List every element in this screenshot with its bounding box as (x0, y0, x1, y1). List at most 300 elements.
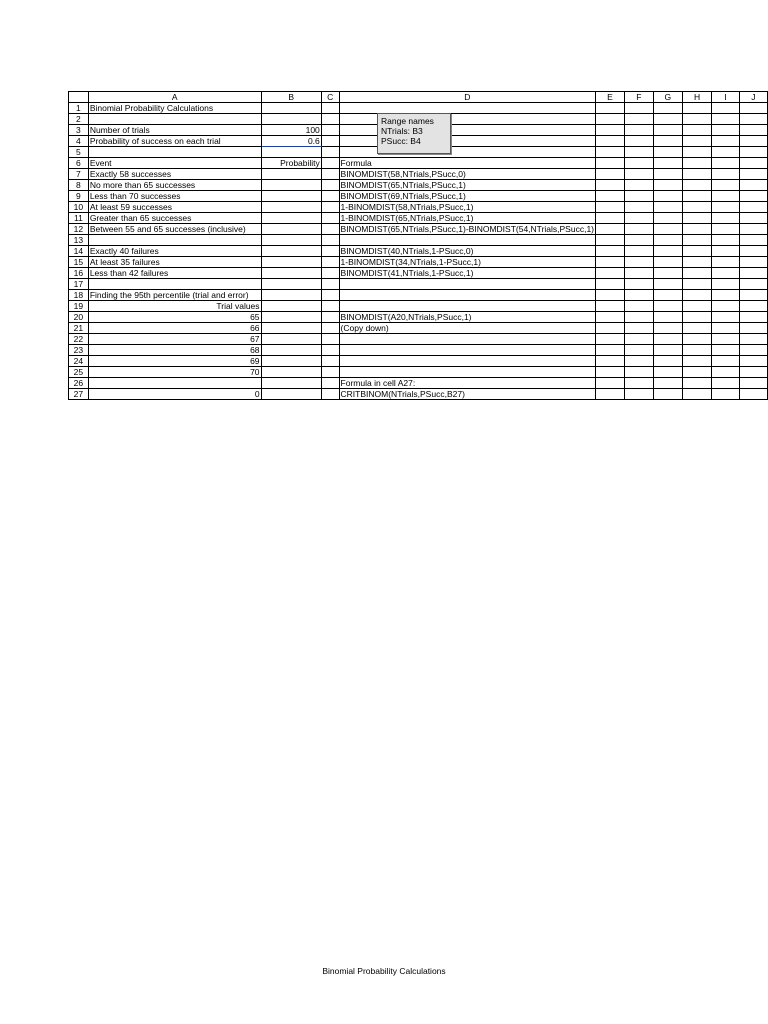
cell-c1[interactable] (321, 103, 339, 114)
cell-b1[interactable] (261, 103, 321, 114)
cell-c5[interactable] (321, 147, 339, 158)
cell-e17[interactable] (596, 279, 625, 290)
cell-b4[interactable]: 0.6 (261, 136, 321, 147)
cell-j3[interactable] (739, 125, 767, 136)
row-number[interactable]: 6 (69, 158, 89, 169)
cell-i25[interactable] (712, 367, 739, 378)
cell-j27[interactable] (739, 389, 767, 400)
cell-a12[interactable] (88, 224, 261, 235)
cell-h20[interactable] (683, 312, 712, 323)
cell-b2[interactable] (261, 114, 321, 125)
cell-j9[interactable] (739, 191, 767, 202)
row-number[interactable]: 15 (69, 257, 89, 268)
cell-i11[interactable] (712, 213, 739, 224)
cell-h21[interactable] (683, 323, 712, 334)
cell-e1[interactable] (596, 103, 625, 114)
cell-h1[interactable] (683, 103, 712, 114)
cell-h14[interactable] (683, 246, 712, 257)
row-number[interactable]: 17 (69, 279, 89, 290)
cell-i12[interactable] (712, 224, 739, 235)
cell-i13[interactable] (712, 235, 739, 246)
cell-d22[interactable] (339, 334, 595, 345)
cell-e2[interactable] (596, 114, 625, 125)
cell-c8[interactable] (321, 180, 339, 191)
cell-b20[interactable] (261, 312, 321, 323)
cell-g9[interactable] (653, 191, 682, 202)
row-number[interactable]: 23 (69, 345, 89, 356)
cell-b22[interactable] (261, 334, 321, 345)
cell-d14[interactable] (339, 246, 595, 257)
cell-i7[interactable] (712, 169, 739, 180)
cell-j16[interactable] (739, 268, 767, 279)
cell-f15[interactable] (624, 257, 653, 268)
cell-e24[interactable] (596, 356, 625, 367)
cell-f5[interactable] (624, 147, 653, 158)
cell-g26[interactable] (653, 378, 682, 389)
cell-g20[interactable] (653, 312, 682, 323)
cell-c25[interactable] (321, 367, 339, 378)
cell-f19[interactable] (624, 301, 653, 312)
cell-d17[interactable] (339, 279, 595, 290)
cell-g2[interactable] (653, 114, 682, 125)
cell-g1[interactable] (653, 103, 682, 114)
cell-e23[interactable] (596, 345, 625, 356)
row-number[interactable]: 13 (69, 235, 89, 246)
cell-f8[interactable] (624, 180, 653, 191)
cell-a23[interactable] (88, 345, 261, 356)
cell-c15[interactable] (321, 257, 339, 268)
cell-g25[interactable] (653, 367, 682, 378)
cell-a24[interactable] (88, 356, 261, 367)
cell-h3[interactable] (683, 125, 712, 136)
cell-i21[interactable] (712, 323, 739, 334)
cell-b16[interactable] (261, 268, 321, 279)
cell-b15[interactable] (261, 257, 321, 268)
cell-g24[interactable] (653, 356, 682, 367)
cell-e9[interactable] (596, 191, 625, 202)
cell-b13[interactable] (261, 235, 321, 246)
row-number[interactable]: 4 (69, 136, 89, 147)
cell-b8[interactable] (261, 180, 321, 191)
cell-h11[interactable] (683, 213, 712, 224)
cell-c26[interactable] (321, 378, 339, 389)
cell-d7[interactable] (339, 169, 595, 180)
cell-c2[interactable] (321, 114, 339, 125)
cell-e5[interactable] (596, 147, 625, 158)
cell-i3[interactable] (712, 125, 739, 136)
column-header-a[interactable]: A (88, 92, 261, 103)
cell-c20[interactable] (321, 312, 339, 323)
cell-a1[interactable] (88, 103, 261, 114)
cell-f18[interactable] (624, 290, 653, 301)
row-number[interactable]: 9 (69, 191, 89, 202)
cell-j21[interactable] (739, 323, 767, 334)
cell-d11[interactable] (339, 213, 595, 224)
cell-f22[interactable] (624, 334, 653, 345)
cell-g6[interactable] (653, 158, 682, 169)
cell-i9[interactable] (712, 191, 739, 202)
row-number[interactable]: 3 (69, 125, 89, 136)
cell-a20[interactable] (88, 312, 261, 323)
cell-f26[interactable] (624, 378, 653, 389)
cell-f10[interactable] (624, 202, 653, 213)
cell-e19[interactable] (596, 301, 625, 312)
cell-h7[interactable] (683, 169, 712, 180)
row-number[interactable]: 8 (69, 180, 89, 191)
cell-f20[interactable] (624, 312, 653, 323)
cell-a18[interactable] (88, 290, 261, 301)
cell-b24[interactable] (261, 356, 321, 367)
cell-e3[interactable] (596, 125, 625, 136)
cell-h5[interactable] (683, 147, 712, 158)
cell-j13[interactable] (739, 235, 767, 246)
cell-j15[interactable] (739, 257, 767, 268)
cell-j18[interactable] (739, 290, 767, 301)
cell-c22[interactable] (321, 334, 339, 345)
cell-i27[interactable] (712, 389, 739, 400)
cell-f21[interactable] (624, 323, 653, 334)
cell-e10[interactable] (596, 202, 625, 213)
row-number[interactable]: 1 (69, 103, 89, 114)
cell-e11[interactable] (596, 213, 625, 224)
cell-a16[interactable] (88, 268, 261, 279)
column-header-c[interactable]: C (321, 92, 339, 103)
cell-c19[interactable] (321, 301, 339, 312)
column-header-j[interactable]: J (739, 92, 767, 103)
cell-e21[interactable] (596, 323, 625, 334)
row-number[interactable]: 18 (69, 290, 89, 301)
cell-g14[interactable] (653, 246, 682, 257)
cell-d10[interactable] (339, 202, 595, 213)
row-number[interactable]: 22 (69, 334, 89, 345)
cell-h4[interactable] (683, 136, 712, 147)
cell-b23[interactable] (261, 345, 321, 356)
cell-e18[interactable] (596, 290, 625, 301)
cell-b3[interactable]: 100 (261, 125, 321, 136)
cell-a4[interactable] (88, 136, 261, 147)
cell-j22[interactable] (739, 334, 767, 345)
cell-g23[interactable] (653, 345, 682, 356)
cell-c6[interactable] (321, 158, 339, 169)
cell-i15[interactable] (712, 257, 739, 268)
cell-g3[interactable] (653, 125, 682, 136)
column-header-b[interactable]: B (261, 92, 321, 103)
cell-g21[interactable] (653, 323, 682, 334)
cell-h8[interactable] (683, 180, 712, 191)
cell-f12[interactable] (624, 224, 653, 235)
cell-a7[interactable] (88, 169, 261, 180)
cell-c11[interactable] (321, 213, 339, 224)
cell-d27[interactable] (339, 389, 595, 400)
cell-a2[interactable] (88, 114, 261, 125)
cell-d9[interactable] (339, 191, 595, 202)
cell-h6[interactable] (683, 158, 712, 169)
cell-e16[interactable] (596, 268, 625, 279)
cell-g12[interactable] (653, 224, 682, 235)
row-number[interactable]: 25 (69, 367, 89, 378)
cell-e26[interactable] (596, 378, 625, 389)
row-number[interactable]: 7 (69, 169, 89, 180)
cell-h23[interactable] (683, 345, 712, 356)
row-number[interactable]: 20 (69, 312, 89, 323)
cell-f11[interactable] (624, 213, 653, 224)
cell-a22[interactable] (88, 334, 261, 345)
cell-d24[interactable] (339, 356, 595, 367)
cell-g22[interactable] (653, 334, 682, 345)
row-number[interactable]: 21 (69, 323, 89, 334)
cell-f2[interactable] (624, 114, 653, 125)
cell-a17[interactable] (88, 279, 261, 290)
cell-c13[interactable] (321, 235, 339, 246)
cell-h13[interactable] (683, 235, 712, 246)
cell-e12[interactable] (596, 224, 625, 235)
cell-d18[interactable] (339, 290, 595, 301)
cell-e8[interactable] (596, 180, 625, 191)
cell-f3[interactable] (624, 125, 653, 136)
cell-b21[interactable] (261, 323, 321, 334)
row-number[interactable]: 16 (69, 268, 89, 279)
cell-b18[interactable] (261, 290, 321, 301)
cell-j17[interactable] (739, 279, 767, 290)
cell-c7[interactable] (321, 169, 339, 180)
cell-j1[interactable] (739, 103, 767, 114)
cell-a5[interactable] (88, 147, 261, 158)
cell-a13[interactable] (88, 235, 261, 246)
row-number[interactable]: 5 (69, 147, 89, 158)
cell-j6[interactable] (739, 158, 767, 169)
cell-a19[interactable] (88, 301, 261, 312)
cell-e7[interactable] (596, 169, 625, 180)
cell-c17[interactable] (321, 279, 339, 290)
cell-c18[interactable] (321, 290, 339, 301)
cell-a27[interactable] (88, 389, 261, 400)
cell-h17[interactable] (683, 279, 712, 290)
cell-c21[interactable] (321, 323, 339, 334)
cell-a15[interactable] (88, 257, 261, 268)
row-number[interactable]: 10 (69, 202, 89, 213)
cell-i5[interactable] (712, 147, 739, 158)
row-number[interactable]: 27 (69, 389, 89, 400)
cell-j10[interactable] (739, 202, 767, 213)
column-header-g[interactable]: G (653, 92, 682, 103)
cell-b11[interactable] (261, 213, 321, 224)
row-number[interactable]: 26 (69, 378, 89, 389)
cell-i4[interactable] (712, 136, 739, 147)
column-header-h[interactable]: H (683, 92, 712, 103)
cell-c10[interactable] (321, 202, 339, 213)
cell-f24[interactable] (624, 356, 653, 367)
cell-a26[interactable] (88, 378, 261, 389)
cell-j23[interactable] (739, 345, 767, 356)
cell-j14[interactable] (739, 246, 767, 257)
cell-e4[interactable] (596, 136, 625, 147)
cell-g11[interactable] (653, 213, 682, 224)
cell-d8[interactable] (339, 180, 595, 191)
cell-g19[interactable] (653, 301, 682, 312)
cell-h18[interactable] (683, 290, 712, 301)
cell-i16[interactable] (712, 268, 739, 279)
cell-d6[interactable] (339, 158, 595, 169)
cell-g15[interactable] (653, 257, 682, 268)
cell-f6[interactable] (624, 158, 653, 169)
cell-i6[interactable] (712, 158, 739, 169)
cell-c24[interactable] (321, 356, 339, 367)
cell-h10[interactable] (683, 202, 712, 213)
cell-i26[interactable] (712, 378, 739, 389)
cell-i18[interactable] (712, 290, 739, 301)
cell-f17[interactable] (624, 279, 653, 290)
cell-g18[interactable] (653, 290, 682, 301)
cell-g17[interactable] (653, 279, 682, 290)
cell-e25[interactable] (596, 367, 625, 378)
cell-g16[interactable] (653, 268, 682, 279)
cell-h25[interactable] (683, 367, 712, 378)
cell-i19[interactable] (712, 301, 739, 312)
cell-d15[interactable] (339, 257, 595, 268)
cell-a25[interactable] (88, 367, 261, 378)
cell-j12[interactable] (739, 224, 767, 235)
row-number[interactable]: 14 (69, 246, 89, 257)
cell-h22[interactable] (683, 334, 712, 345)
cell-b9[interactable] (261, 191, 321, 202)
cell-e13[interactable] (596, 235, 625, 246)
cell-j11[interactable] (739, 213, 767, 224)
cell-d26[interactable] (339, 378, 595, 389)
cell-g7[interactable] (653, 169, 682, 180)
cell-b7[interactable] (261, 169, 321, 180)
cell-g8[interactable] (653, 180, 682, 191)
cell-g27[interactable] (653, 389, 682, 400)
cell-j24[interactable] (739, 356, 767, 367)
cell-e27[interactable] (596, 389, 625, 400)
cell-c16[interactable] (321, 268, 339, 279)
cell-h24[interactable] (683, 356, 712, 367)
cell-d12[interactable] (339, 224, 595, 235)
cell-b12[interactable] (261, 224, 321, 235)
cell-a11[interactable] (88, 213, 261, 224)
cell-d16[interactable] (339, 268, 595, 279)
cell-e20[interactable] (596, 312, 625, 323)
cell-b14[interactable] (261, 246, 321, 257)
cell-e6[interactable] (596, 158, 625, 169)
cell-f25[interactable] (624, 367, 653, 378)
cell-b10[interactable] (261, 202, 321, 213)
cell-h12[interactable] (683, 224, 712, 235)
cell-i2[interactable] (712, 114, 739, 125)
cell-b6[interactable]: Probability (261, 158, 321, 169)
row-number[interactable]: 2 (69, 114, 89, 125)
cell-e22[interactable] (596, 334, 625, 345)
cell-d20[interactable] (339, 312, 595, 323)
cell-g10[interactable] (653, 202, 682, 213)
cell-c4[interactable] (321, 136, 339, 147)
cell-f16[interactable] (624, 268, 653, 279)
cell-i8[interactable] (712, 180, 739, 191)
cell-f7[interactable] (624, 169, 653, 180)
cell-b27[interactable] (261, 389, 321, 400)
cell-b19[interactable] (261, 301, 321, 312)
cell-b17[interactable] (261, 279, 321, 290)
cell-j25[interactable] (739, 367, 767, 378)
cell-h9[interactable] (683, 191, 712, 202)
cell-b26[interactable] (261, 378, 321, 389)
cell-c3[interactable] (321, 125, 339, 136)
cell-a9[interactable] (88, 191, 261, 202)
cell-d13[interactable] (339, 235, 595, 246)
cell-c27[interactable] (321, 389, 339, 400)
row-number[interactable]: 24 (69, 356, 89, 367)
cell-h16[interactable] (683, 268, 712, 279)
cell-a8[interactable] (88, 180, 261, 191)
row-number[interactable]: 11 (69, 213, 89, 224)
cell-b25[interactable] (261, 367, 321, 378)
cell-d19[interactable] (339, 301, 595, 312)
cell-g4[interactable] (653, 136, 682, 147)
column-header-i[interactable]: I (712, 92, 739, 103)
cell-j5[interactable] (739, 147, 767, 158)
cell-a14[interactable] (88, 246, 261, 257)
cell-g5[interactable] (653, 147, 682, 158)
cell-h19[interactable] (683, 301, 712, 312)
cell-i14[interactable] (712, 246, 739, 257)
cell-c12[interactable] (321, 224, 339, 235)
corner-cell[interactable] (69, 92, 89, 103)
cell-d21[interactable] (339, 323, 595, 334)
cell-i17[interactable] (712, 279, 739, 290)
column-header-e[interactable]: E (596, 92, 625, 103)
cell-h2[interactable] (683, 114, 712, 125)
row-number[interactable]: 12 (69, 224, 89, 235)
cell-a21[interactable] (88, 323, 261, 334)
column-header-f[interactable]: F (624, 92, 653, 103)
cell-j2[interactable] (739, 114, 767, 125)
cell-c14[interactable] (321, 246, 339, 257)
row-number[interactable]: 19 (69, 301, 89, 312)
cell-f4[interactable] (624, 136, 653, 147)
cell-j4[interactable] (739, 136, 767, 147)
cell-i24[interactable] (712, 356, 739, 367)
cell-f27[interactable] (624, 389, 653, 400)
cell-f9[interactable] (624, 191, 653, 202)
cell-e15[interactable] (596, 257, 625, 268)
cell-b5[interactable] (261, 147, 321, 158)
cell-i22[interactable] (712, 334, 739, 345)
cell-j7[interactable] (739, 169, 767, 180)
cell-c9[interactable] (321, 191, 339, 202)
cell-h15[interactable] (683, 257, 712, 268)
column-header-d[interactable]: D (339, 92, 595, 103)
cell-j19[interactable] (739, 301, 767, 312)
cell-j26[interactable] (739, 378, 767, 389)
cell-i23[interactable] (712, 345, 739, 356)
cell-f1[interactable] (624, 103, 653, 114)
cell-i1[interactable] (712, 103, 739, 114)
cell-h26[interactable] (683, 378, 712, 389)
cell-d23[interactable] (339, 345, 595, 356)
cell-d25[interactable] (339, 367, 595, 378)
cell-d1[interactable] (339, 103, 595, 114)
cell-j8[interactable] (739, 180, 767, 191)
cell-e14[interactable] (596, 246, 625, 257)
cell-a6[interactable] (88, 158, 261, 169)
cell-h27[interactable] (683, 389, 712, 400)
cell-a3[interactable] (88, 125, 261, 136)
cell-f14[interactable] (624, 246, 653, 257)
cell-j20[interactable] (739, 312, 767, 323)
cell-i10[interactable] (712, 202, 739, 213)
cell-c23[interactable] (321, 345, 339, 356)
cell-a10[interactable] (88, 202, 261, 213)
